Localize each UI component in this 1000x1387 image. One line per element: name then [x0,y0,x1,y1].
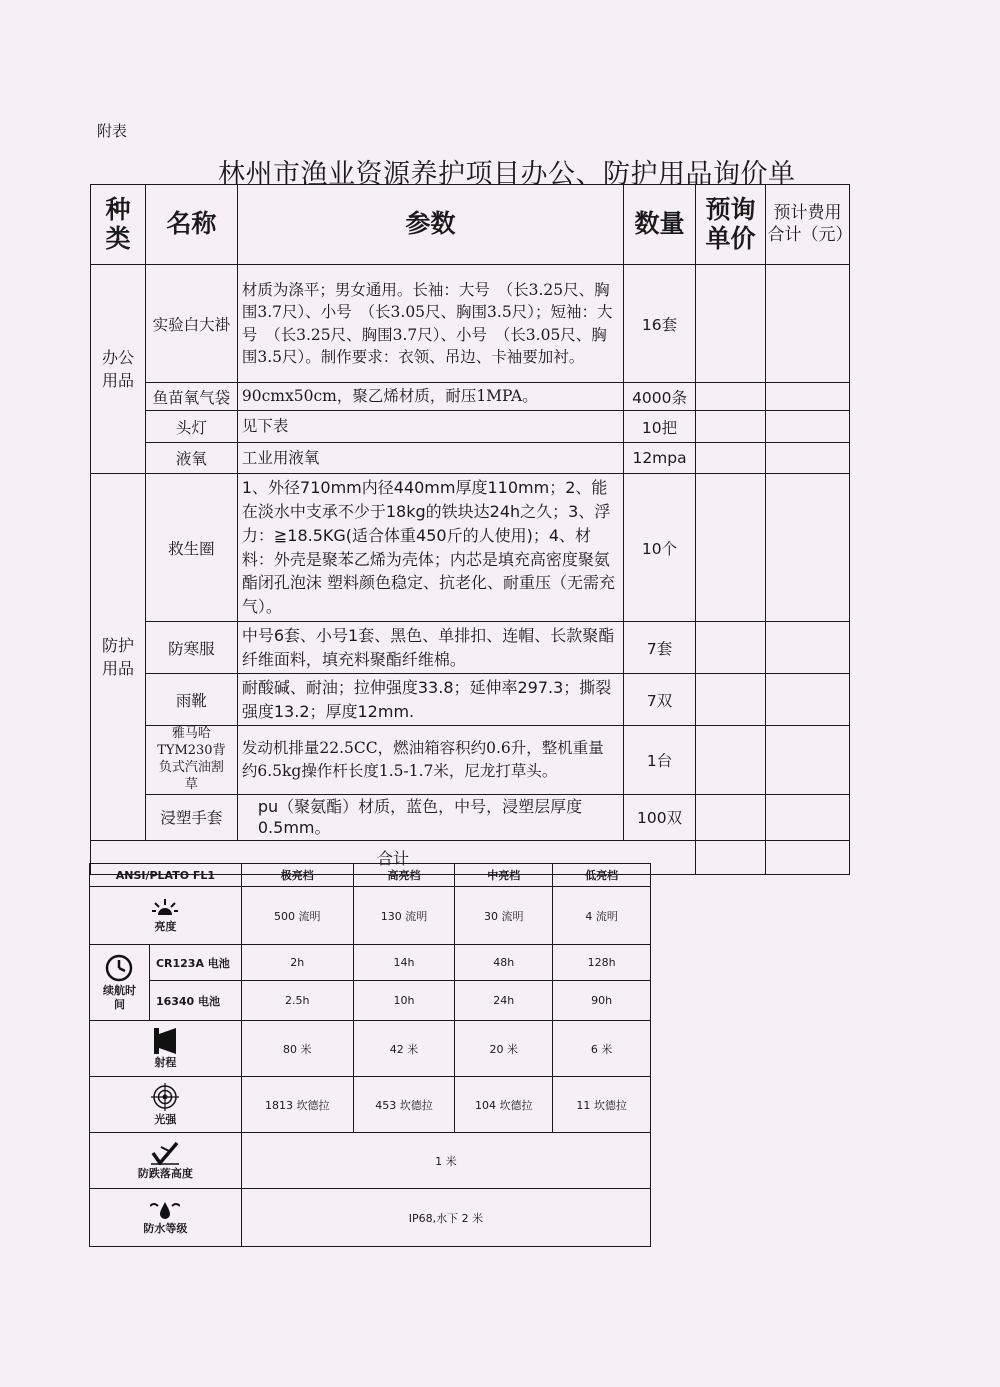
lamp-header-turbo: 极亮档 [241,864,353,887]
table-row [91,443,850,474]
impact-label-cell [90,1133,242,1189]
item-qty: 7套 [624,622,696,674]
lamp-value: 128h [553,945,651,981]
item-qty: 4000条 [624,383,696,411]
lamp-value: IP68,水下 2 米 [241,1189,650,1247]
item-params: 1、外径710mm内径440mm厚度110mm；2、能在淡水中支承不少于18kg的铁块达24h之久；3、浮力：≧18.5KG(适合体重450斤的人使用)；4、材料：外壳是聚苯乙烯为壳体；内芯是填充高密度聚氨酯闭孔泡沫 塑料颜色稳定、抗老化、耐重压（无需充气）。 [237,474,623,622]
item-name: 实验白大褂 [145,265,237,383]
item-qty: 10个 [624,474,696,622]
water-drop-icon [150,1200,180,1220]
sun-icon [152,898,178,918]
item-params: 工业用液氧 [237,443,623,474]
lamp-value: 80 米 [241,1021,353,1077]
lamp-header-high: 高亮档 [353,864,455,887]
grand-unit-cell[interactable] [696,840,766,874]
header-unit-price: 预询单价 [696,185,766,265]
total-cell[interactable] [765,265,849,383]
brightness-label: 亮度 [154,919,177,933]
item-name: 救生圈 [145,474,237,622]
page-title: 林州市渔业资源养护项目办公、防护用品询价单 [218,159,796,190]
annex-label: 附表 [97,122,128,140]
unit-price-cell[interactable] [696,265,766,383]
item-params: 见下表 [237,411,623,443]
range-label: 射程 [154,1055,177,1069]
lamp-row-brightness [90,887,651,945]
lamp-value: 90h [553,981,651,1021]
waterproof-label: 防水等级 [143,1221,188,1235]
table-row [91,383,850,411]
item-qty: 1台 [624,726,696,795]
total-label: 合计 [91,840,696,874]
lamp-row-impact [90,1133,651,1189]
brightness-label-cell [90,887,242,945]
table-row [91,794,850,840]
lamp-header-row [90,864,651,887]
item-params: 发动机排量22.5CC，燃油箱容积约0.6升，整机重量约6.5kg操作杆长度1.5-1.7米，尼龙打草头。 [237,726,623,795]
category-protective: 防护用品 [91,474,146,841]
table-row [91,265,850,383]
lamp-value: 500 流明 [241,887,353,945]
item-params: 中号6套、小号1套、黑色、单排扣、连帽、长款聚酯纤维面料，填充料聚酯纤维棉。 [237,622,623,674]
headlamp-spec-table [89,863,651,1247]
target-icon [151,1083,179,1111]
item-name: 防寒服 [145,622,237,674]
header-row [91,185,850,265]
total-cell[interactable] [765,383,849,411]
item-qty: 16套 [624,265,696,383]
clock-icon [105,954,133,982]
lamp-value: 48h [455,945,553,981]
unit-price-cell[interactable] [696,622,766,674]
intensity-label: 光强 [154,1112,177,1126]
lamp-row-waterproof [90,1189,651,1247]
total-cell[interactable] [765,474,849,622]
intensity-label-cell [90,1077,242,1133]
unit-price-cell[interactable] [696,474,766,622]
lamp-row-intensity [90,1077,651,1133]
item-qty: 10把 [624,411,696,443]
item-params: 耐酸碱、耐油；拉伸强度33.8；延伸率297.3；撕裂强度13.2；厚度12mm. [237,674,623,726]
beam-icon [154,1028,176,1054]
header-category: 种类 [91,185,146,265]
unit-price-cell[interactable] [696,726,766,795]
total-cell[interactable] [765,794,849,840]
runtime-label: 续航时间 [102,984,136,1011]
item-params: 90cmx50cm，聚乙烯材质，耐压1MPA。 [237,383,623,411]
grand-total-cell[interactable] [765,840,849,874]
header-qty: 数量 [624,185,696,265]
category-office: 办公用品 [91,265,146,474]
lamp-header-low: 低亮档 [553,864,651,887]
inquiry-table [90,184,853,875]
lamp-value: 6 米 [553,1021,651,1077]
table-row [91,726,850,795]
header-name: 名称 [145,185,237,265]
lamp-header-mid: 中亮档 [455,864,553,887]
table-row [91,622,850,674]
item-name: 浸塑手套 [145,794,237,840]
header-params: 参数 [237,185,623,265]
lamp-row-range [90,1021,651,1077]
item-params: 材质为涤平；男女通用。长袖：大号 （长3.25尺、胸围3.7尺）、小号 （长3.05尺、胸围3.5尺）；短袖：大号 （长3.25尺、胸围3.7尺）、小号 （长3.05尺、胸围3.5尺）。制作要求：衣领、吊边、卡袖要加衬。 [237,265,623,383]
lamp-row-runtime-cr123a [90,945,651,981]
lamp-value: 2h [241,945,353,981]
item-params: pu（聚氨酯）材质，蓝色，中号，浸塑层厚度0.5mm。 [237,794,623,840]
lamp-value: 2.5h [241,981,353,1021]
lamp-value: 1813 坎德拉 [241,1077,353,1133]
table-row [91,411,850,443]
unit-price-cell[interactable] [696,383,766,411]
lamp-header-standard: ANSI/PLATO FL1 [90,864,242,887]
drop-check-icon [151,1141,179,1165]
header-total: 预计费用合计（元） [765,185,849,265]
lamp-value: 130 流明 [353,887,455,945]
lamp-value: 10h [353,981,455,1021]
lamp-value: 4 流明 [553,887,651,945]
lamp-value: 453 坎德拉 [353,1077,455,1133]
total-cell[interactable] [765,443,849,474]
total-cell[interactable] [765,622,849,674]
item-qty: 7双 [624,674,696,726]
total-cell[interactable] [765,411,849,443]
lamp-value: 20 米 [455,1021,553,1077]
unit-price-cell[interactable] [696,411,766,443]
lamp-value: 1 米 [241,1133,650,1189]
unit-price-cell[interactable] [696,443,766,474]
impact-label: 防跌落高度 [137,1166,193,1180]
item-name: 头灯 [145,411,237,443]
lamp-value: 30 流明 [455,887,553,945]
table-row [91,674,850,726]
item-name: 液氧 [145,443,237,474]
runtime-label-cell [90,945,150,1021]
table-row [91,474,850,622]
lamp-value: 11 坎德拉 [553,1077,651,1133]
lamp-value: 14h [353,945,455,981]
total-cell[interactable] [765,674,849,726]
item-name: 雨靴 [145,674,237,726]
battery-label: CR123A 电池 [149,945,241,981]
item-name: 鱼苗氧气袋 [145,383,237,411]
item-name: 雅马哈TYM230背负式汽油割草 [145,726,237,795]
unit-price-cell[interactable] [696,674,766,726]
lamp-value: 104 坎德拉 [455,1077,553,1133]
waterproof-label-cell [90,1189,242,1247]
lamp-value: 24h [455,981,553,1021]
item-qty: 12mpa [624,443,696,474]
battery-label: 16340 电池 [149,981,241,1021]
lamp-row-runtime-16340 [90,981,651,1021]
item-qty: 100双 [624,794,696,840]
unit-price-cell[interactable] [696,794,766,840]
lamp-value: 42 米 [353,1021,455,1077]
total-cell[interactable] [765,726,849,795]
range-label-cell [90,1021,242,1077]
